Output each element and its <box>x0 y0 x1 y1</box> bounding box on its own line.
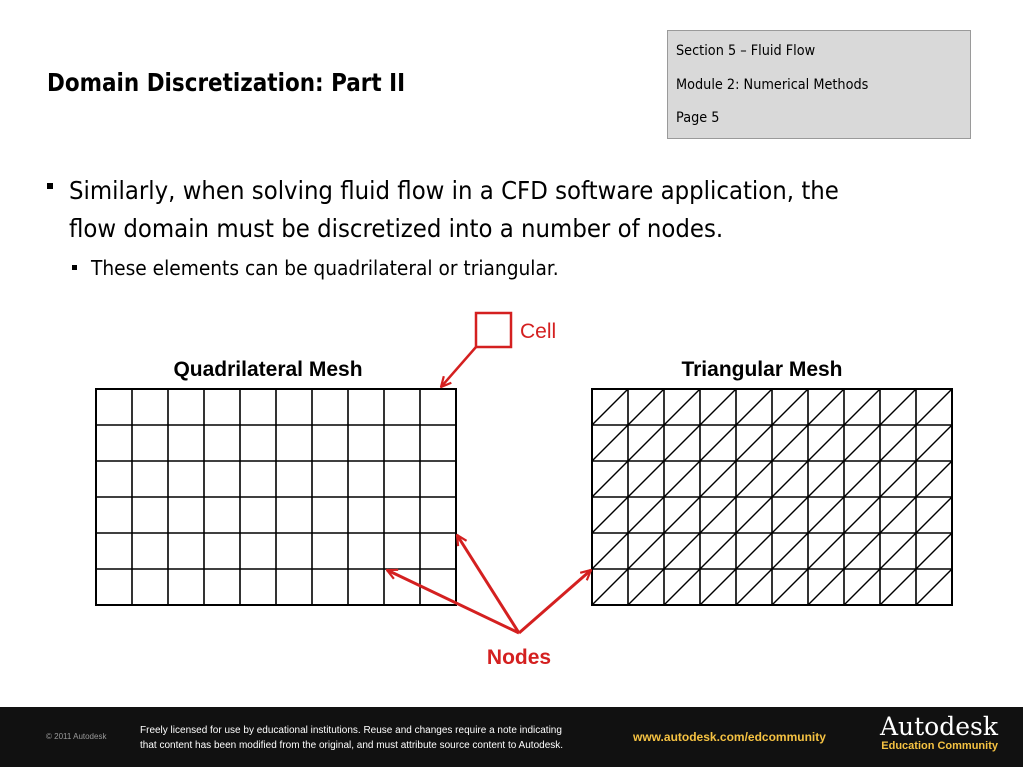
mesh-diagonal-line <box>880 533 916 569</box>
mesh-diagonal-line <box>628 497 664 533</box>
mesh-diagonal-line <box>916 533 952 569</box>
mesh-diagonal-line <box>844 569 880 605</box>
mesh-diagonal-line <box>736 533 772 569</box>
mesh-diagonal-line <box>592 461 628 497</box>
mesh-diagonal-line <box>628 389 664 425</box>
brand-subtitle: Education Community <box>881 740 998 752</box>
mesh-diagonal-line <box>844 389 880 425</box>
license-line: Freely licensed for use by educational institutions. Reuse and changes require a note indicating <box>140 725 562 736</box>
mesh-diagonal-line <box>772 461 808 497</box>
mesh-diagonal-line <box>628 461 664 497</box>
mesh-diagonal-line <box>628 569 664 605</box>
mesh-diagonal-line <box>700 533 736 569</box>
mesh-diagonal-line <box>592 533 628 569</box>
mesh-diagonal-line <box>808 497 844 533</box>
mesh-diagonal-line <box>880 497 916 533</box>
slide-title: Domain Discretization: Part II <box>47 68 406 97</box>
mesh-diagonal-line <box>628 533 664 569</box>
mesh-diagonal-line <box>916 389 952 425</box>
mesh-diagonal-line <box>592 497 628 533</box>
mesh-diagonal-line <box>880 569 916 605</box>
mesh-diagonal-line <box>700 569 736 605</box>
license-text <box>140 723 563 753</box>
mesh-diagonal-line <box>664 569 700 605</box>
mesh-diagonal-line <box>664 533 700 569</box>
copyright-text: © 2011 Autodesk <box>46 732 107 741</box>
cell-arrow <box>441 347 476 387</box>
mesh-diagonal-line <box>844 533 880 569</box>
mesh-diagonal-line <box>736 461 772 497</box>
mesh-diagonal-line <box>592 389 628 425</box>
mesh-diagonal-line <box>700 461 736 497</box>
mesh-diagonal-line <box>736 425 772 461</box>
node-arrow <box>519 570 591 633</box>
mesh-diagonal-line <box>772 389 808 425</box>
mesh-diagonal-line <box>736 389 772 425</box>
mesh-diagonal-line <box>700 497 736 533</box>
page-label: Page 5 <box>676 110 720 126</box>
footer-bar <box>0 707 1023 767</box>
autodesk-logo <box>880 713 998 752</box>
license-line: that content has been modified from the original, and must attribute source content to Autodesk. <box>140 740 564 751</box>
quad-mesh-label: Quadrilateral Mesh <box>173 358 363 381</box>
mesh-diagonal-line <box>772 425 808 461</box>
mesh-diagonal-line <box>808 461 844 497</box>
bullet-text-line: flow domain must be discretized into a number of nodes. <box>69 214 724 243</box>
mesh-diagonal-line <box>772 497 808 533</box>
mesh-diagonal-line <box>808 569 844 605</box>
mesh-diagonal-line <box>880 389 916 425</box>
cell-callout-box <box>476 313 511 347</box>
mesh-diagonal-line <box>916 425 952 461</box>
mesh-diagonal-line <box>844 461 880 497</box>
mesh-diagonal-line <box>880 425 916 461</box>
mesh-diagonal-line <box>808 533 844 569</box>
mesh-diagonal-line <box>664 425 700 461</box>
quadrilateral-mesh <box>96 389 456 605</box>
mesh-diagonal-line <box>736 569 772 605</box>
cell-label: Cell <box>520 320 557 343</box>
bullet-text-line: Similarly, when solving fluid flow in a CFD software application, the <box>69 176 839 205</box>
mesh-diagonal-line <box>664 461 700 497</box>
mesh-diagonal-line <box>592 569 628 605</box>
section-label: Section 5 – Fluid Flow <box>676 43 816 59</box>
mesh-diagonal-line <box>664 389 700 425</box>
mesh-diagonal-line <box>844 497 880 533</box>
community-link[interactable]: www.autodesk.com/edcommunity <box>633 730 826 744</box>
mesh-diagonal-line <box>916 497 952 533</box>
nodes-label: Nodes <box>486 646 552 669</box>
mesh-diagonal-line <box>808 425 844 461</box>
mesh-diagonal-line <box>592 425 628 461</box>
mesh-diagonal-line <box>880 461 916 497</box>
mesh-diagonal-line <box>808 389 844 425</box>
tri-mesh-label: Triangular Mesh <box>681 358 843 381</box>
mesh-diagonal-line <box>736 497 772 533</box>
triangular-mesh <box>592 389 952 605</box>
mesh-diagonal-line <box>628 425 664 461</box>
mesh-diagonal-line <box>916 569 952 605</box>
mesh-diagonal-line <box>700 425 736 461</box>
mesh-diagonal-line <box>772 533 808 569</box>
sub-bullet-text: These elements can be quadrilateral or triangular. <box>91 256 559 280</box>
mesh-diagonal-line <box>664 497 700 533</box>
brand-name: Autodesk <box>879 712 998 741</box>
mesh-diagonal-line <box>772 569 808 605</box>
module-label: Module 2: Numerical Methods <box>676 77 869 93</box>
mesh-diagonal-line <box>844 425 880 461</box>
mesh-diagonal-line <box>700 389 736 425</box>
mesh-diagonal-line <box>916 461 952 497</box>
